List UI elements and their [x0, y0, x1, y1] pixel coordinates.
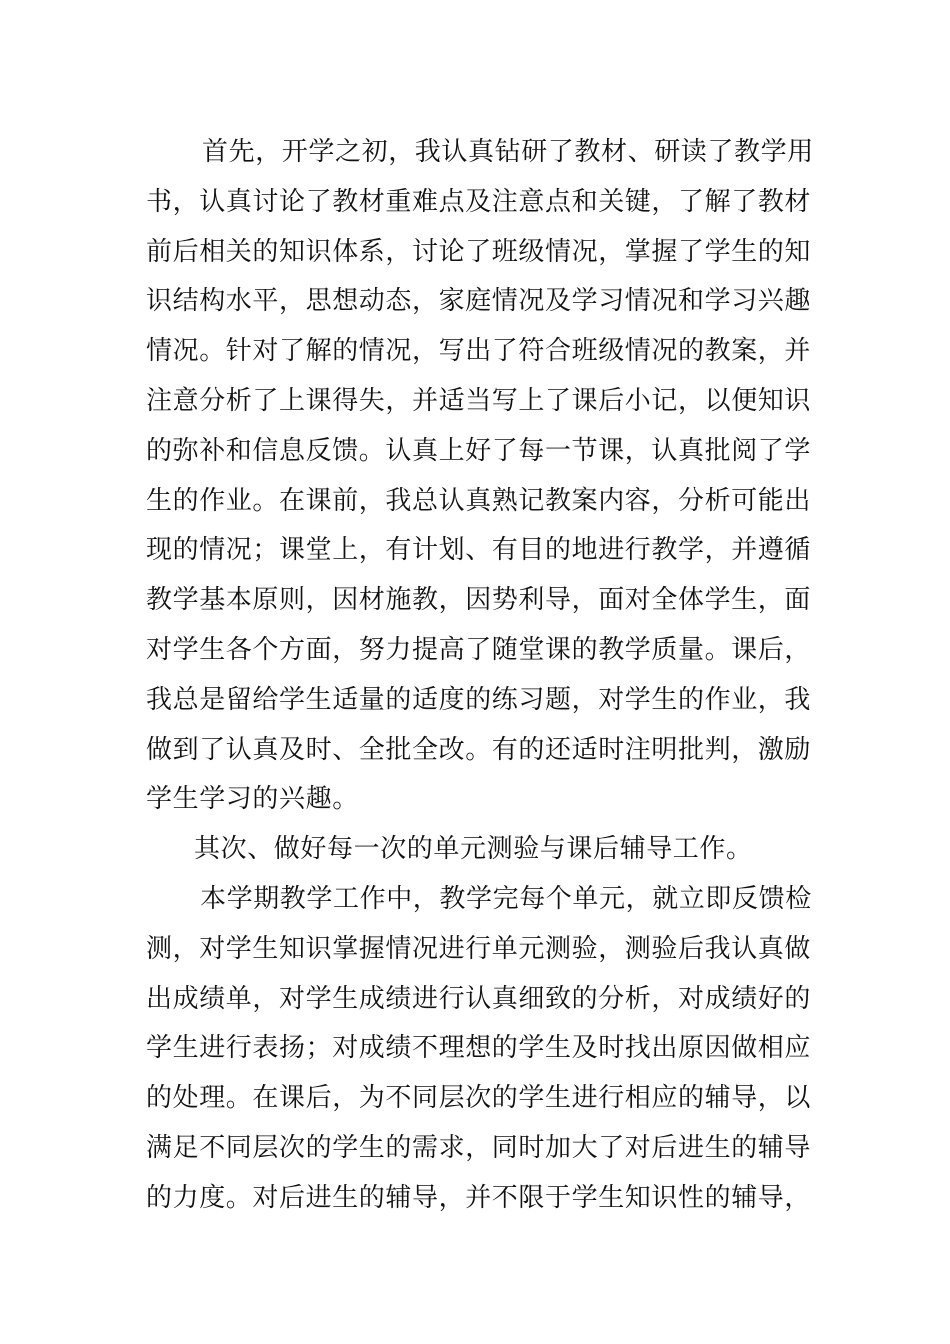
- paragraph-line: 我总是留给学生适量的适度的练习题，对学生的作业，我: [146, 684, 812, 715]
- paragraph-line: 教学基本原则，因材施教，因势利导，面对全体学生，面: [146, 585, 812, 616]
- paragraph-line: 测，对学生知识掌握情况进行单元测验，测验后我认真做: [146, 933, 812, 964]
- paragraph-line: 的处理。在课后，为不同层次的学生进行相应的辅导，以: [146, 1083, 812, 1114]
- paragraph-line: 的弥补和信息反馈。认真上好了每一节课，认真批阅了学: [146, 435, 812, 466]
- paragraph-line: 出成绩单，对学生成绩进行认真细致的分析，对成绩好的: [146, 983, 812, 1014]
- document-body: [146, 128, 814, 1224]
- paragraph-line: 对学生各个方面，努力提高了随堂课的教学质量。课后，: [146, 634, 812, 665]
- paragraph-line: 书，认真讨论了教材重难点及注意点和关键，了解了教材: [146, 186, 812, 217]
- paragraph-line: 前后相关的知识体系，讨论了班级情况，掌握了学生的知: [146, 236, 812, 267]
- paragraph-line: 满足不同层次的学生的需求，同时加大了对后进生的辅导: [146, 1132, 812, 1163]
- paragraph-3: [146, 875, 812, 1224]
- paragraph-line: 识结构水平，思想动态，家庭情况及学习情况和学习兴趣: [146, 286, 812, 317]
- paragraph-line: 生的作业。在课前，我总认真熟记教案内容，分析可能出: [146, 485, 812, 516]
- paragraph-1: [146, 128, 814, 825]
- paragraph-line: 做到了认真及时、全批全改。有的还适时注明批判，激励: [146, 734, 812, 765]
- paragraph-line: 学生学习的兴趣。: [146, 784, 359, 815]
- paragraph-line: 本学期教学工作中，教学完每个单元，就立即反馈检: [200, 883, 812, 914]
- paragraph-line: 学生进行表扬；对成绩不理想的学生及时找出原因做相应: [146, 1033, 812, 1064]
- paragraph-2: [146, 825, 806, 875]
- paragraph-line: 其次、做好每一次的单元测验与课后辅导工作。: [194, 834, 753, 865]
- paragraph-line: 现的情况；课堂上，有计划、有目的地进行教学，并遵循: [146, 535, 812, 566]
- paragraph-line: 的力度。对后进生的辅导，并不限于学生知识性的辅导，: [146, 1182, 812, 1213]
- paragraph-line: 注意分析了上课得失，并适当写上了课后小记，以便知识: [146, 385, 812, 416]
- paragraph-line: 首先，开学之初，我认真钻研了教材、研读了教学用: [202, 137, 814, 167]
- paragraph-line: 情况。针对了解的情况，写出了符合班级情况的教案，并: [146, 336, 812, 367]
